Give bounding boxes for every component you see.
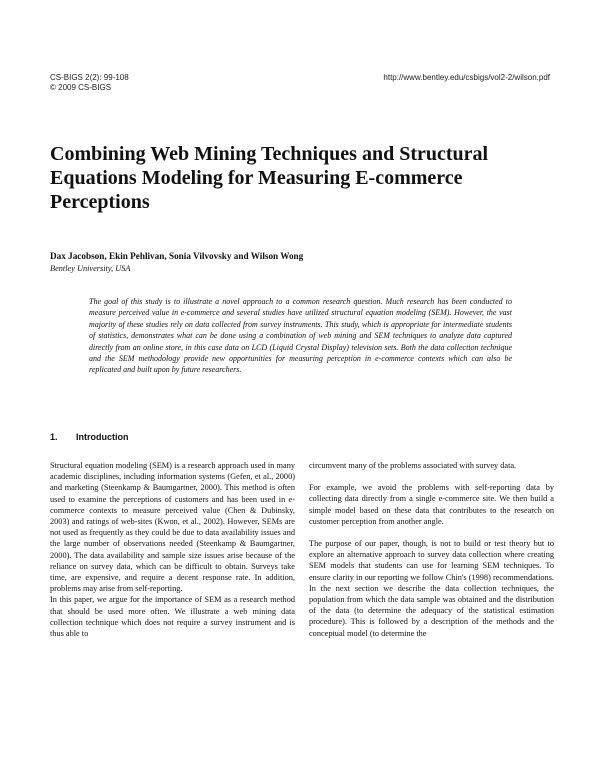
paper-title: Combining Web Mining Techniques and Structural Equations Modeling for Measuring E-commerce Perceptions [50, 143, 489, 213]
section-number: 1. [50, 432, 58, 442]
body-paragraph: In this paper, we argue for the importance of SEM as a research method that should be used more often. We illustrate a web mining data collection technique which does not require a survey instrument and is thus able to [50, 595, 295, 639]
affiliation: Bentley University, USA [50, 264, 131, 273]
body-paragraph: circumvent many of the problems associated with survey data. [309, 461, 517, 470]
section-heading [50, 432, 129, 443]
author-list: Dax Jacobson, Ekin Pehlivan, Sonia Vilvovsky and Wilson Wong [50, 251, 304, 261]
section-title: Introduction [76, 432, 129, 442]
copyright-notice: © 2009 CS-BIGS [50, 83, 112, 92]
body-paragraph: The purpose of our paper, though, is not to build or test theory but to explore an alternative approach to survey data collection where creating SEM models that students can use for learning SEM techniques. To ensure clarity in our reporting we follow Chin's (1998) recommendations. In the next section we describe the data collection techniques, the population from which the data sample was obtained and the distribution of the data (to determine the adequacy of the statistical estimation procedure). This is followed by a description of the methods and the conceptual model (to determine the [309, 539, 554, 638]
left-column [50, 460, 295, 639]
right-column [309, 460, 554, 639]
body-paragraph: For example, we avoid the problems with self-reporting data by collecting data directly from a single e-commerce site. We then build a simple model based on these data that contributes to the research on customer perception from another angle. [309, 483, 554, 526]
body-paragraph: Structural equation modeling (SEM) is a research approach used in many academic disciplines, including information systems (Gefen, et al., 2000) and marketing (Steenkamp & Baumgartner, 2000). This method is often used to examine the perceptions of customers and has been used in e-commerce contexts to measure perceived value (Chen & Dubinsky, 2003) and ratings of web-sites (Kwon, et al., 2002). However, SEMs are not used as frequently as they could be due to data availability issues and the large number of observations needed (Steenkamp & Baumgartner, 2000). The data availability and sample size issues arise because of the reliance on survey data, which can be difficult to obtain. Surveys take time, are expensive, and require a decent response rate. In addition, problems may arise from self-reporting. [50, 461, 295, 594]
journal-reference: CS-BIGS 2(2): 99-108 [50, 73, 129, 82]
journal-header [50, 73, 129, 93]
paper-url[interactable]: http://www.bentley.edu/csbigs/vol2-2/wilson.pdf [383, 73, 550, 82]
abstract: The goal of this study is to illustrate a novel approach to a common research question. Much research has been conducted to measure perceived value in e-commerce and several studies have utilized structural equation modeling (SEM). However, the vast majority of these studies rely on data collected from survey instruments. This study, which is appropriate for intermediate students of statistics, demonstrates what can be done using a combination of web mining and SEM techniques to analyze data captured directly from an online store, in this case data on LCD (Liquid Crystal Display) television sets. Both the data collection technique and the SEM methodology provide new opportunities for measuring perception in e-commerce contexts which can also be replicated and built upon by future researchers. [89, 297, 512, 375]
